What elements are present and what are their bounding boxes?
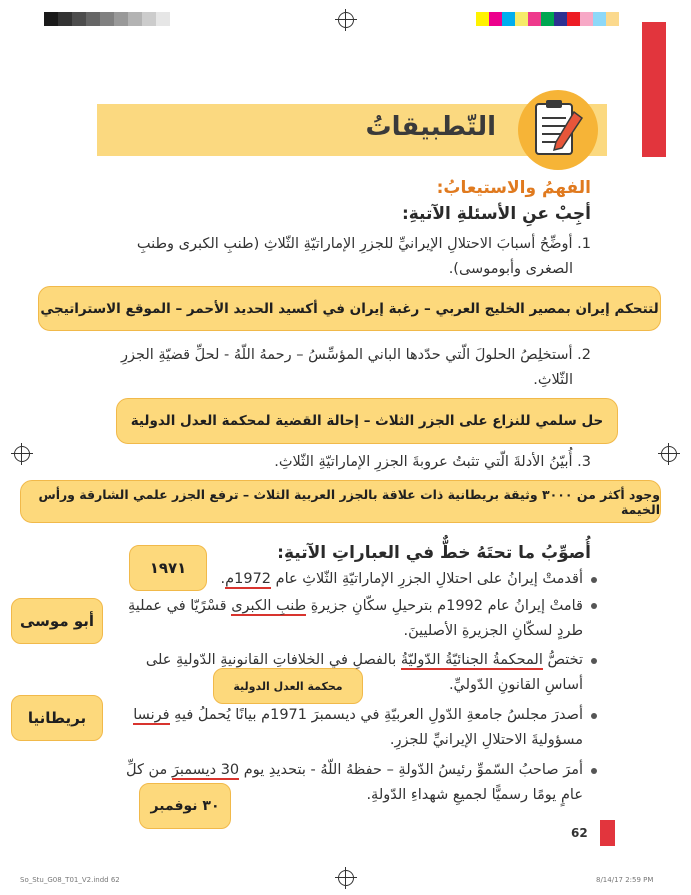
registration-mark-icon: [338, 870, 354, 886]
bullet-icon: [591, 658, 597, 664]
underlined-error-2: طنبِ الكبرى: [231, 598, 307, 614]
statement-5: أمرَ صاحبُ السّموِّ رئيسُ الدّولةِ – حفظهُ اللّهُ - بتحديدِ يوم 30 ديسمبرَ من كلِّ عامٍ يومًا رسميًّا لجميعِ شهداءِ الدّولةِ.: [125, 762, 583, 803]
correction-country[interactable]: بريطانيا: [11, 695, 103, 741]
page-red-tab: [600, 820, 615, 846]
correction-year[interactable]: ١٩٧١: [129, 545, 207, 591]
footer-file-slug: So_Stu_G08_T01_V2.indd 62: [20, 876, 120, 884]
section-heading-comprehension: الفهمُ والاستيعابُ:: [436, 178, 591, 198]
correction-court[interactable]: محكمة العدل الدولية: [213, 668, 363, 704]
bullet-icon: [591, 768, 597, 774]
bullet-icon: [591, 603, 597, 609]
section-heading-correct-underlined: أُصوِّبُ ما تحتَهُ خطٌّ في العباراتِ الآتيةِ:: [277, 543, 591, 563]
answer-box-3[interactable]: وجود أكثر من ٣٠٠٠ وثيقة بريطانية ذات علاقة بالجزر العربية الثلاث – ترفع الجزر علمي الشارقة ورأس الخيمة: [20, 480, 661, 523]
instruction-answer-questions: أجِبْ عنِ الأسئلةِ الآتيةِ:: [401, 204, 591, 224]
statement-4: أصدرَ مجلسُ جامعةِ الدّولِ العربيّةِ في ديسمبرَ 1971م بيانًا يُحملُ فيهِ فرنسا مسؤوليةَ الاحتلالِ الإيرانيِّ للجزرِ.: [133, 707, 583, 748]
registration-mark-icon: [661, 446, 677, 462]
statement-1: أقدمتْ إيرانُ على احتلالِ الجزرِ الإماراتيّةِ الثّلاثِ عام 1972م.: [220, 571, 583, 587]
question-2: 2. أستخلِصُ الحلولَ الّتي حدّدها الباني المؤسِّسُ – رحمهُ اللّهُ - لحلِّ قضيّةِ الجزرِ الثّلاثِ.: [120, 347, 591, 388]
question-3: 3. أُبيّنُ الأدلةَ الّتي تثبتُ عروبةَ الجزرِ الإماراتيّةِ الثّلاثِ.: [274, 454, 591, 470]
underlined-error-3: المحكمةُ الجنائيّةُ الدّوليّةُ: [400, 652, 543, 668]
statement-3: تختصُّ المحكمةُ الجنائيّةُ الدّوليّةُ بالفصلِ في الخلافاتِ القانونيةِ الدّوليةِ على أساسِ القانونِ الدّوليِّ.: [145, 652, 583, 693]
correction-island[interactable]: أبو موسى: [11, 598, 103, 644]
underlined-error-4: فرنسا: [133, 707, 170, 723]
underlined-error-5: 30 ديسمبرَ: [171, 762, 240, 778]
registration-mark-icon: [14, 446, 30, 462]
page-title: التّطبيقاتُ: [365, 112, 496, 142]
chapter-red-tab: [642, 22, 666, 157]
answer-box-2[interactable]: حل سلمي للنزاع على الجزر الثلاث – إحالة القضية لمحكمة العدل الدولية: [116, 398, 618, 444]
page-number: 62: [571, 826, 588, 840]
registration-mark-icon: [338, 12, 354, 28]
underlined-error-1: 1972م: [225, 571, 272, 587]
footer-date-slug: 8/14/17 2:59 PM: [596, 876, 654, 884]
bullet-icon: [591, 713, 597, 719]
clipboard-icon: [518, 90, 598, 170]
answer-box-1[interactable]: لتتحكم إيران بمصير الخليج العربي – رغبة إيران في أكسيد الحديد الأحمر – الموقع الاستراتيجي: [38, 286, 661, 331]
statement-2: قامتْ إيرانُ عام 1992م بترحيلِ سكّانِ جزيرةِ طنبِ الكبرى قسْرًيّا في عمليةِ طردٍ لسكّانِ الجزيرةِ الأصليينَ.: [128, 598, 583, 639]
correction-date[interactable]: ٣٠ نوفمبر: [139, 783, 231, 829]
question-1: 1. أوضِّحُ أسبابَ الاحتلالِ الإيرانيِّ للجزرِ الإماراتيّةِ الثّلاثِ (طنبِ الكبرى وطنبِ الصغرى وأبوموسى).: [136, 236, 591, 277]
bullet-icon: [591, 577, 597, 583]
